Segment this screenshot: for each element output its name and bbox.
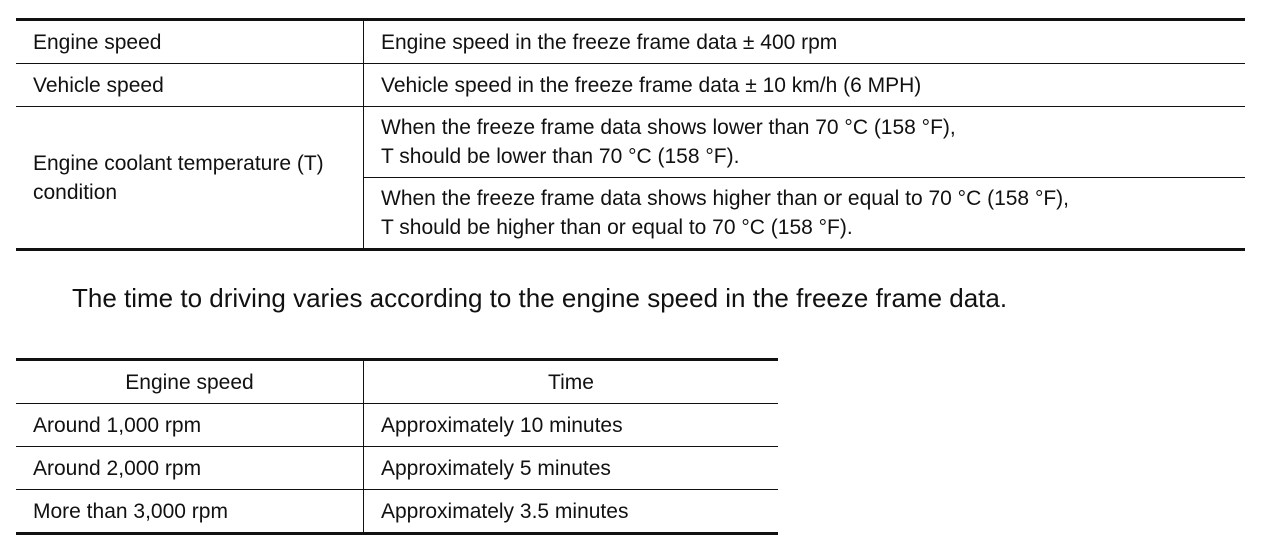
case-low-line1: When the freeze frame data shows lower than 70 °C (158 °F), — [381, 116, 956, 139]
table-row — [16, 107, 1245, 178]
coolant-case-low — [364, 107, 1246, 178]
table-row — [16, 404, 778, 447]
case-high-line2: T should be higher than or equal to 70 °C (158 °F). — [381, 216, 853, 239]
row-value: Vehicle speed in the freeze frame data ± 10 km/h (6 MPH) — [364, 64, 1246, 107]
row-label: Engine speed — [16, 20, 364, 64]
table-row — [16, 447, 778, 490]
case-low-line2: T should be lower than 70 °C (158 °F). — [381, 145, 740, 168]
row-label: Vehicle speed — [16, 64, 364, 107]
driving-time-table — [16, 358, 778, 535]
table-row — [16, 64, 1245, 107]
header-engine-speed: Engine speed — [16, 360, 364, 404]
coolant-case-high — [364, 178, 1246, 250]
header-time: Time — [364, 360, 779, 404]
cell-time: Approximately 10 minutes — [364, 404, 779, 447]
coolant-label-line1: Engine coolant temperature (T) — [33, 151, 324, 175]
coolant-label-line2: condition — [33, 180, 118, 204]
table-header-row — [16, 360, 778, 404]
case-high-line1: When the freeze frame data shows higher than or equal to 70 °C (158 °F), — [381, 187, 1069, 210]
conditions-table — [16, 18, 1245, 251]
cell-engine-speed: Around 1,000 rpm — [16, 404, 364, 447]
cell-time: Approximately 3.5 minutes — [381, 499, 629, 523]
cell-time: Approximately 5 minutes — [364, 447, 779, 490]
row-value: Engine speed in the freeze frame data ± 400 rpm — [364, 20, 1246, 64]
table-row — [16, 20, 1245, 64]
table-row — [16, 490, 778, 534]
cell-engine-speed: Around 2,000 rpm — [16, 447, 364, 490]
driving-time-note: The time to driving varies according to the engine speed in the freeze frame data. — [72, 283, 1008, 313]
coolant-condition-label — [16, 107, 364, 250]
cell-engine-speed: More than 3,000 rpm — [16, 490, 364, 534]
